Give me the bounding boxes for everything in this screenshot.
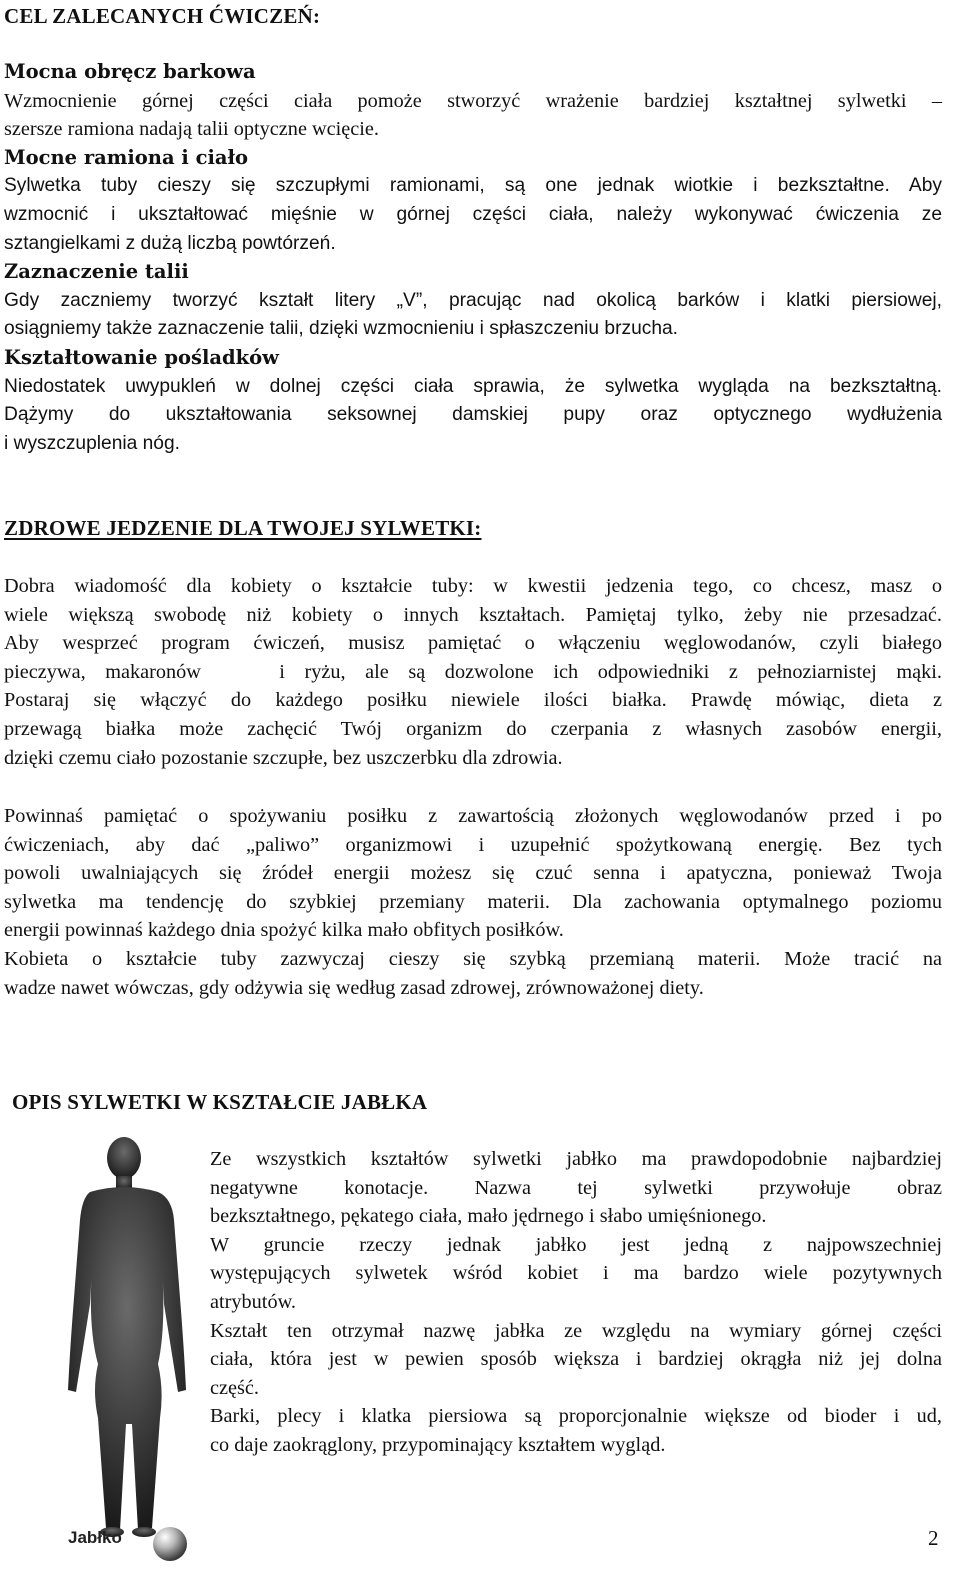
subheading-glutes: Kształtowanie pośladków [4, 345, 279, 369]
text-line: powoli uwalniających się źródeł energii możesz się czuć senna i apatyczna, ponieważ Twoja [4, 862, 942, 885]
food-paragraph-2 [4, 802, 942, 1002]
text-line: Powinnaś pamiętać o spożywaniu posiłku z zawartością złożonych węglowodanów przed i po [4, 805, 942, 827]
text-line: wzmocnić i ukształtować mięśnie w górnej części ciała, należy wykonywać ćwiczenia ze [4, 203, 942, 225]
subheading-shoulders: Mocna obręcz barkowa [4, 60, 256, 83]
exercise-goals-block [4, 58, 942, 458]
apple-ball-icon [153, 1527, 187, 1561]
text-line: przewagą białka może zachęcić Twój organizm do czerpania z własnych zasobów energii, [4, 717, 942, 740]
text-line: dzięki czemu ciało pozostanie szczupłe, bez uszczerbku dla zdrowia. [4, 746, 563, 769]
text-line: ciała, która jest w pewien sposób większa i bardziej okrągła niż jej dolna [210, 1348, 942, 1371]
text-line: co daje zaokrąglony, przypominający kształtem wygląd. [210, 1433, 666, 1456]
text-line: Aby wesprzeć program ćwiczeń, musisz pamiętać o włączeniu węglowodanów, czyli białego [4, 632, 942, 655]
text-line: Niedostatek uwypukleń w dolnej części ciała sprawia, że sylwetka wygląda na bezkształtną. [4, 375, 942, 397]
text-line: ćwiczeniach, aby dać „paliwo” organizmowi i uzupełnić spożytkowaną energię. Bez tych [4, 833, 942, 856]
text-line: osiągniemy także zaznaczenie talii, dzięki wzmocnieniu i spłaszczeniu brzucha. [4, 318, 679, 340]
section-title-healthy-food: ZDROWE JEDZENIE DLA TWOJEJ SYLWETKI: [4, 516, 482, 540]
text-line: wadze nawet wówczas, gdy odżywia się według zasad zdrowej, zrównoważonej diety. [4, 976, 704, 999]
text-line: Gdy zaczniemy tworzyć kształt litery „V”, pracując nad okolicą barków i klatki piersiowej, [4, 289, 942, 311]
text-line: Dążymy do ukształtowania seksownej damskiej pupy oraz optycznego wydłużenia [4, 404, 942, 426]
text-line: i wyszczuplenia nóg. [4, 432, 180, 454]
text-line: Postaraj się włączyć do każdego posiłku niewiele ilości białka. Prawdę mówiąc, dieta z [4, 689, 942, 712]
text-line: Ze wszystkich kształtów sylwetki jabłko ma prawdopodobnie najbardziej [210, 1148, 942, 1170]
text-line: Dobra wiadomość dla kobiety o kształcie tuby: w kwestii jedzenia tego, co chcesz, masz o [4, 575, 942, 597]
text-line: pieczywa, makaronów i ryżu, ale są dozwolone ich odpowiedniki z pełnoziarnistej mąki. [4, 660, 942, 683]
text-line: energii powinnaś każdego dnia spożyć kilka mało obfitych posiłków. [4, 919, 564, 942]
text-line: Wzmocnienie górnej części ciała pomoże stworzyć wrażenie bardziej kształtnej sylwetki – [4, 89, 942, 112]
apple-body-silhouette-image [40, 1128, 208, 1568]
text-line: wiele większą swobodę niż kobiety o innych kształtach. Pamiętaj tylko, żeby nie przesadzać. [4, 603, 942, 626]
text-line: Kształt ten otrzymał nazwę jabłka ze względu na wymiary górnej części [210, 1319, 942, 1342]
text-line: sylwetka ma tendencję do szybkiej przemiany materii. Dla zachowania optymalnego poziomu [4, 890, 942, 913]
page-number: 2 [928, 1526, 939, 1550]
text-line: Sylwetka tuby cieszy się szczupłymi ramionami, są one jednak wiotkie i bezkształtne. Aby [4, 175, 942, 197]
text-line: negatywne konotacje. Nazwa tej sylwetki przywołuje obraz [210, 1176, 942, 1199]
text-line: bezkształtnego, pękatego ciała, mało jędrnego i słabo umięśnionego. [210, 1205, 767, 1228]
text-line: występujących sylwetek wśród kobiet i ma bardzo wiele pozytywnych [210, 1262, 942, 1285]
text-line: szersze ramiona nadają talii optyczne wcięcie. [4, 118, 380, 141]
section-title-exercises: CEL ZALECANYCH ĆWICZEŃ: [4, 4, 321, 28]
subheading-waist: Zaznaczenie talii [4, 260, 189, 284]
subheading-arms: Mocne ramiona i ciało [4, 145, 249, 169]
apple-description [210, 1145, 942, 1460]
text-line: W gruncie rzeczy jednak jabłko jest jedną z najpowszechniej [210, 1233, 942, 1256]
text-line: atrybutów. [210, 1290, 296, 1313]
food-paragraph-1 [4, 572, 942, 772]
text-line: Kobieta o kształcie tuby zazwyczaj cieszy się szybką przemianą materii. Może tracić na [4, 947, 942, 970]
text-line: część. [210, 1376, 259, 1399]
figure-label: Jabłko [68, 1528, 122, 1547]
text-line: sztangielkami z dużą liczbą powtórzeń. [4, 232, 336, 254]
section-title-apple-shape: OPIS SYLWETKI W KSZTAŁCIE JABŁKA [12, 1090, 428, 1114]
text-line: Barki, plecy i klatka piersiowa są proporcjonalnie większe od bioder i ud, [210, 1405, 942, 1428]
